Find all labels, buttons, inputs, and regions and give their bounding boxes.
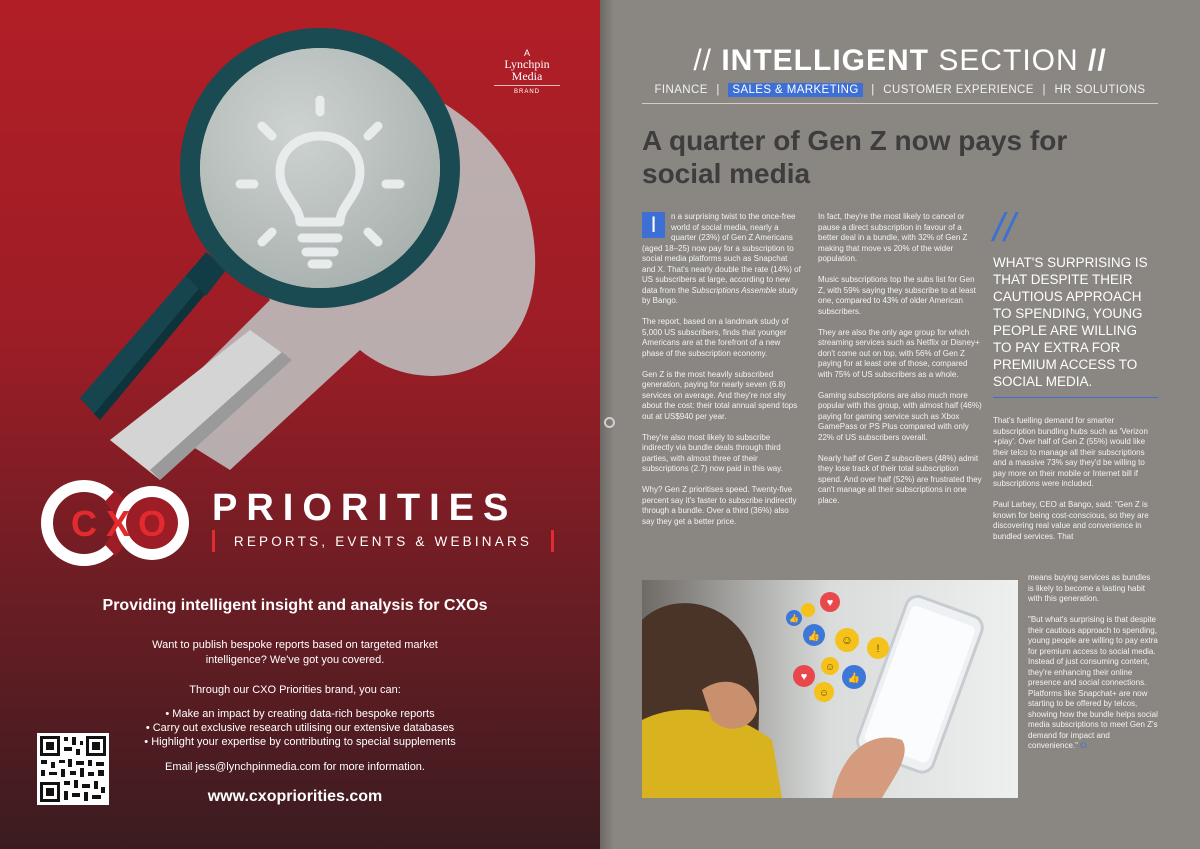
svg-text:♥: ♥ <box>800 671 808 683</box>
nav-item-hr-solutions[interactable]: HR SOLUTIONS <box>1054 84 1146 96</box>
pull-quote-slashes: // <box>993 206 1016 250</box>
article-paragraph: means buying services as bundles is likely to become a lasting habit with this generation. <box>1028 573 1151 603</box>
nav-item-finance[interactable]: FINANCE <box>654 84 708 96</box>
nav-item-sales-marketing[interactable]: SALES & MARKETING <box>728 83 862 97</box>
end-mark-icon: ⭘ <box>1080 741 1087 750</box>
article-photo-phone-social-reactions <box>642 580 1018 798</box>
svg-text:☺: ☺ <box>824 662 836 673</box>
section-title-bold: INTELLIGENT <box>721 44 929 77</box>
article-paragraph: Why? Gen Z prioritises speed. Twenty-five percent say it's faster to subscribe indirectly through a bundle. Over a third (36%) also say they get a better price. <box>642 485 797 526</box>
section-suffix: // <box>1088 44 1107 77</box>
section-nav <box>642 84 1158 104</box>
svg-text:☺: ☺ <box>818 688 830 699</box>
study-title: Subscriptions Assemble <box>691 285 777 295</box>
article-column-3-continued <box>1028 573 1158 762</box>
advert-bullet: • Make an impact by creating data-rich bespoke reports <box>120 707 480 721</box>
logo-line-1: A <box>523 48 530 58</box>
article-column-1 <box>642 212 802 538</box>
svg-text:C: C <box>71 503 97 544</box>
article-paragraph: That's fuelling demand for smarter subscription bundling hubs such as 'Verizon +play'. Over half of Gen Z (55%) would like their telco to manage all their subscriptions and a massive 73% say they'd be willing to pay more on their mobile or Internet bill if subscriptions were included. <box>993 416 1148 488</box>
nav-item-customer-experience[interactable]: CUSTOMER EXPERIENCE <box>883 84 1034 96</box>
article-paragraph: They're also most likely to subscribe indirectly via bundle deals through third parties, with almost three of their subscriptions (2.7) now paid in this way. <box>642 432 783 473</box>
article-column-2 <box>818 212 983 517</box>
nav-separator: | <box>1042 84 1046 96</box>
svg-text:☺: ☺ <box>840 633 854 647</box>
article-column-3 <box>993 416 1158 553</box>
section-prefix: // <box>693 44 722 77</box>
svg-text:!: ! <box>876 643 880 655</box>
article-paragraph: Music subscriptions top the subs list for Gen Z, with 59% saying they subscribe to at least one, compared to 43% of older American subscribers. <box>818 275 976 316</box>
paragraph-text: "But what's surprising is that despite their cautious approach to spending, young people are willing to pay extra for premium access to social media. Instead of just consuming content, they're enhancing their online presence and social connections. Platforms like Snapchat+ are now starting to be offered by telcos, showing how the bundle helps social media subscriptions to meet Gen Z's demand for impact and convenience." <box>1028 615 1158 750</box>
advert-through-text: Through our CXO Priorities brand, you can: <box>189 684 401 696</box>
article-page <box>600 0 1200 849</box>
article-paragraph: In fact, they're the most likely to cancel or pause a direct subscription in favour of a better deal in a bundle, with 32% of Gen Z making that move vs 20% of the wider population. <box>818 212 968 263</box>
article-paragraph: Gaming subscriptions are also much more popular with this group, with almost half (46%) paying for gaming service such as Xbox GamePass or PS Plus compared with only 22% of US subscribers overall. <box>818 390 982 442</box>
svg-text:X: X <box>105 503 131 544</box>
advert-bullet: • Carry out exclusive research utilising our extensive databases <box>120 721 480 735</box>
advert-bullet-list <box>120 707 480 749</box>
priorities-title: PRIORITIES <box>212 487 518 529</box>
advert-tagline: Providing intelligent insight and analysis for CXOs <box>102 597 488 614</box>
section-title-rest: SECTION <box>928 44 1088 77</box>
logo-line-2: Lynchpin <box>504 57 550 71</box>
article-paragraph: Nearly half of Gen Z subscribers (48%) admit they lose track of their total subscription spend. And over half (52%) are frustrated they can't manage all their subscriptions in one place. <box>818 453 982 505</box>
nav-separator: | <box>871 84 875 96</box>
svg-text:👍: 👍 <box>847 673 861 684</box>
article-paragraph <box>1028 615 1158 752</box>
advert-bullet: • Highlight your expertise by contributing to special supplements <box>120 735 480 749</box>
page-marker-icon <box>604 417 615 428</box>
svg-text:O: O <box>137 503 167 544</box>
section-header <box>600 44 1200 78</box>
svg-text:♥: ♥ <box>826 597 834 609</box>
logo-line-4: BRAND <box>513 89 540 95</box>
nav-separator: | <box>716 84 720 96</box>
pull-quote: WHAT'S SURPRISING IS THAT DESPITE THEIR CAUTIOUS APPROACH TO SPENDING, YOUNG PEOPLE ARE WILLING TO PAY EXTRA FOR PREMIUM ACCESS TO SOCIAL MEDIA. <box>993 254 1158 398</box>
article-headline: A quarter of Gen Z now pays for social media <box>642 125 1068 189</box>
paragraph-text: study by Bango. <box>642 285 798 305</box>
advert-url-link[interactable]: www.cxopriorities.com <box>207 788 383 805</box>
article-paragraph <box>642 212 802 307</box>
article-paragraph: Gen Z is the most heavily subscribed generation, paying for nearly seven (6.8) services on average. And they're not shy about the cost: their total annual spend tops out at US$940 per year. <box>642 369 798 421</box>
magnifier-lightbulb-illustration <box>0 0 600 480</box>
drop-cap: I <box>642 212 665 238</box>
paragraph-text: n a surprising twist to the once-free world of social media, nearly a quarter (23%) of Gen Z Americans (aged 18–25) now pay for a subscription to social media platforms such as Snapchat and X. That's nearly double the rate (14%) of US subscribers at large, according to new data from the <box>642 212 801 295</box>
svg-text:👍: 👍 <box>789 614 799 623</box>
advert-intro: Want to publish bespoke reports based on targeted market intelligence? We've got you covered. <box>152 639 438 666</box>
article-paragraph: They are also the only age group for which streaming services such as Netflix or Disney+ don't come out on top, with 56% of Gen Z paying for at least one of those, compared with 75% of US subscribers as a whole. <box>818 327 980 379</box>
article-paragraph: The report, based on a landmark study of 5,000 US subscribers, finds that younger Americans are at the forefront of a new phase of the subscription economy. <box>642 317 789 358</box>
svg-text:👍: 👍 <box>807 631 821 642</box>
logo-line-3: Media <box>494 70 560 86</box>
advert-email[interactable]: Email jess@lynchpinmedia.com for more information. <box>165 761 425 773</box>
priorities-subtitle: REPORTS, EVENTS & WEBINARS <box>212 530 554 552</box>
cxo-logo-mark <box>40 478 200 568</box>
article-paragraph: Paul Larbey, CEO at Bango, said: "Gen Z is known for being cost-conscious, so they are discovering real value and convenience in bundled services. That <box>993 500 1149 541</box>
